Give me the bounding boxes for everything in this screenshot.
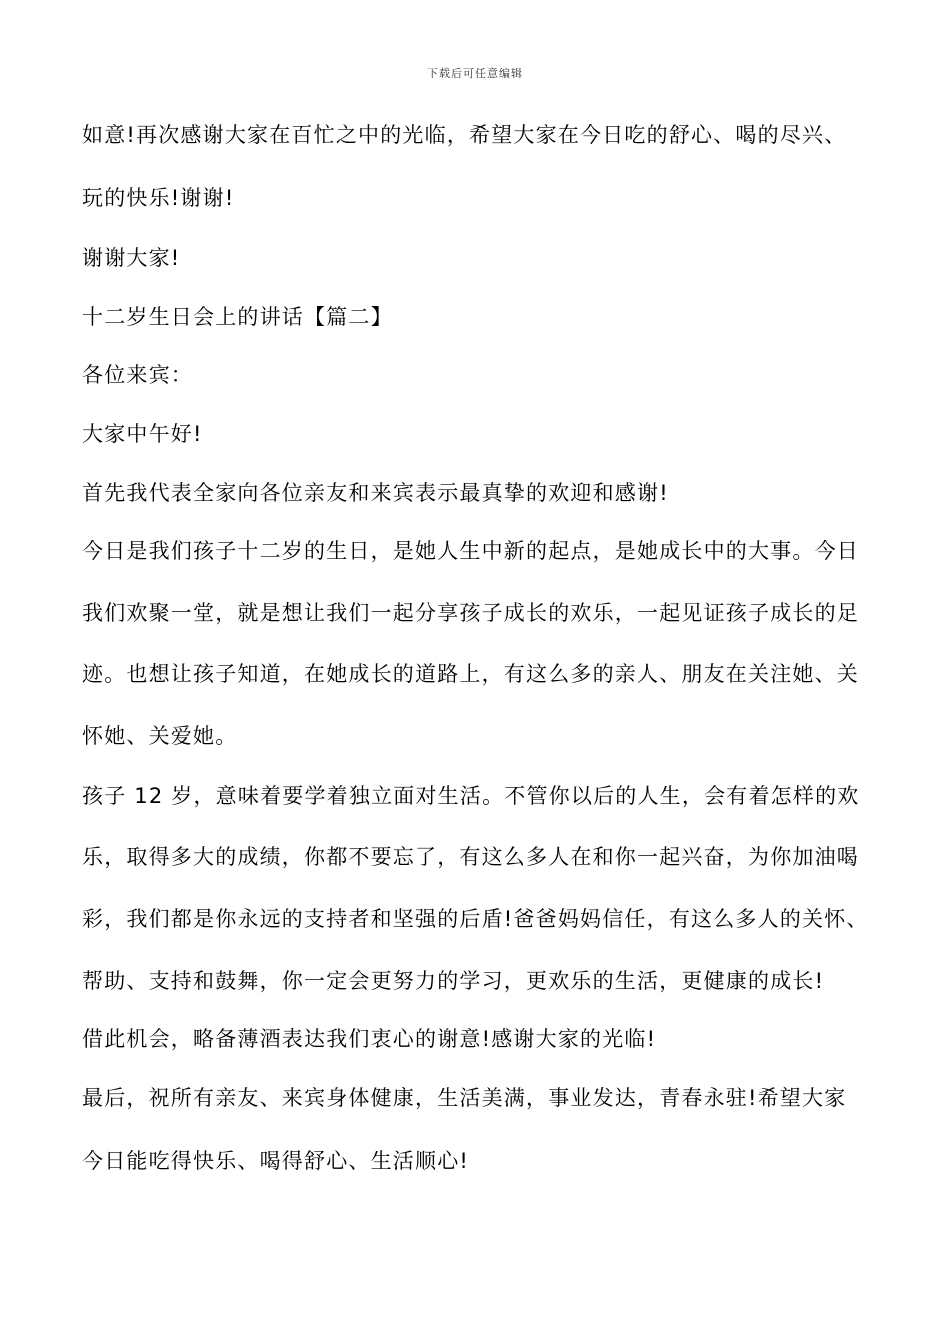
paragraph-line: 孩子 12 岁，意味着要学着独立面对生活。不管你以后的人生，会有着怎样的欢 — [82, 784, 860, 808]
paragraph-line: 今日能吃得快乐、喝得舒心、生活顺心! — [82, 1149, 470, 1173]
section-heading: 十二岁生日会上的讲话【篇二】 — [82, 305, 393, 329]
paragraph-line: 玩的快乐!谢谢! — [82, 186, 235, 210]
paragraph-line: 彩，我们都是你永远的支持者和坚强的后盾!爸爸妈妈信任，有这么多人的关怀、 — [82, 907, 869, 931]
paragraph-line: 首先我代表全家向各位亲友和来宾表示最真挚的欢迎和感谢! — [82, 481, 669, 505]
paragraph-line: 如意!再次感谢大家在百忙之中的光临，希望大家在今日吃的舒心、喝的尽兴、 — [82, 123, 847, 147]
paragraph-line: 迹。也想让孩子知道，在她成长的道路上，有这么多的亲人、朋友在关注她、关 — [82, 662, 859, 686]
paragraph-line: 今日是我们孩子十二岁的生日，是她人生中新的起点，是她成长中的大事。今日 — [82, 539, 859, 563]
paragraph-line: 我们欢聚一堂，就是想让我们一起分享孩子成长的欢乐，一起见证孩子成长的足 — [82, 601, 859, 625]
page-header: 下载后可任意编辑 — [427, 67, 523, 80]
paragraph-line: 大家中午好! — [82, 422, 203, 446]
paragraph-line: 各位来宾： — [82, 363, 193, 387]
paragraph-line: 帮助、支持和鼓舞，你一定会更努力的学习，更欢乐的生活，更健康的成长! — [82, 969, 825, 993]
paragraph-line: 怀她、关爱她。 — [82, 724, 238, 748]
paragraph-line: 最后，祝所有亲友、来宾身体健康，生活美满，事业发达，青春永驻!希望大家 — [82, 1086, 847, 1110]
paragraph-line: 谢谢大家! — [82, 246, 181, 270]
paragraph-line: 乐，取得多大的成绩，你都不要忘了，有这么多人在和你一起兴奋，为你加油喝 — [82, 845, 859, 869]
paragraph-line: 借此机会，略备薄酒表达我们衷心的谢意!感谢大家的光临! — [82, 1027, 657, 1051]
